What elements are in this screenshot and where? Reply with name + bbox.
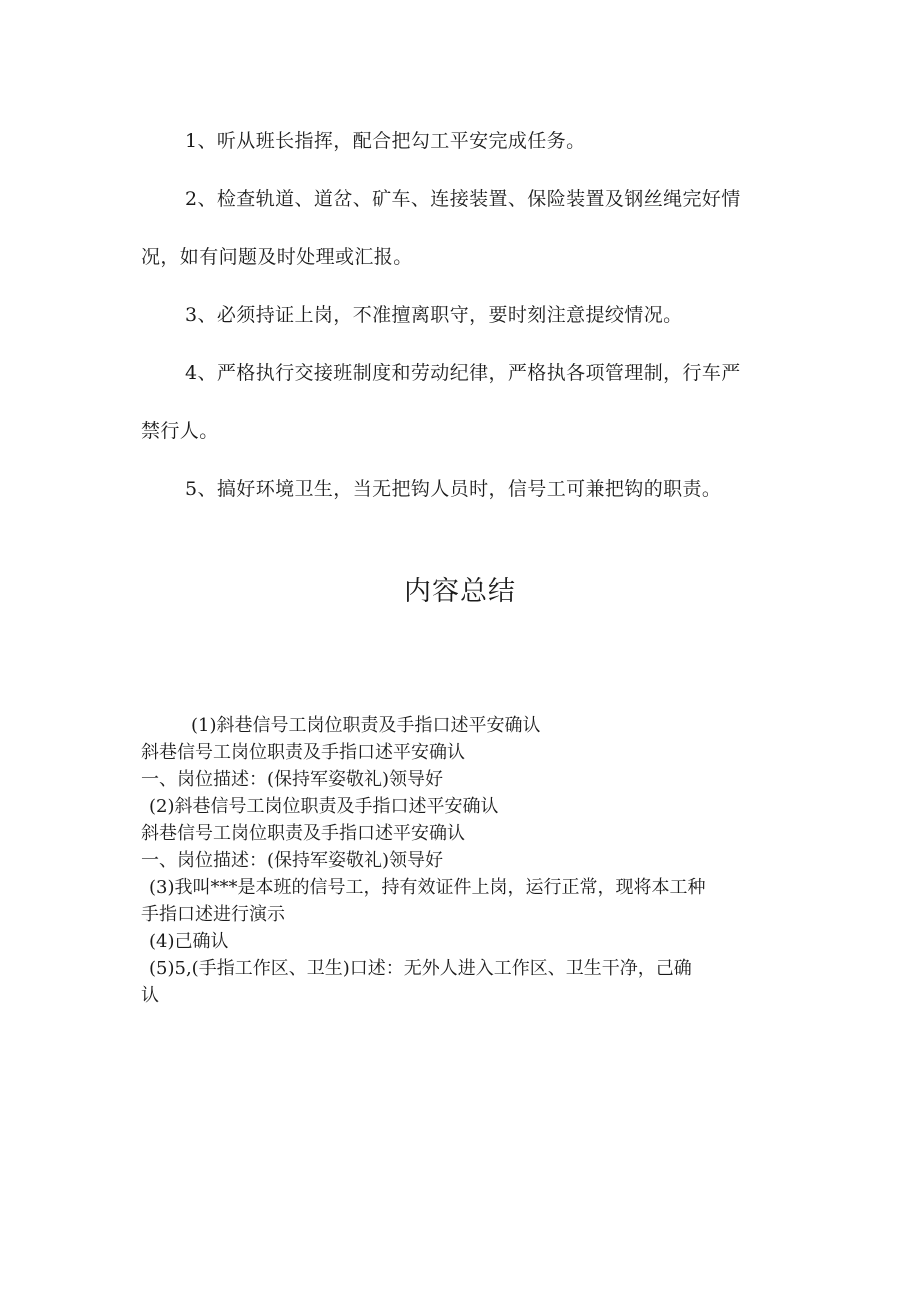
summary-line-10: (5)5,(手指工作区、卫生)口述：无外人进入工作区、卫生干净，己确 bbox=[149, 958, 692, 979]
duty-item-2-cont bbox=[141, 228, 761, 286]
duty-item-4 bbox=[141, 344, 761, 402]
duty-1-line-1: 1、听从班长指挥，配合把勾工平安完成任务。 bbox=[185, 130, 586, 152]
summary-block bbox=[141, 712, 781, 1009]
duty-list bbox=[141, 112, 761, 518]
summary-line-11: 认 bbox=[141, 985, 159, 1006]
summary-line-8: 手指口述进行演示 bbox=[141, 904, 285, 925]
duty-2-line-1: 2、检查轨道、道岔、矿车、连接装置、保险装置及钢丝绳完好情 bbox=[185, 188, 741, 210]
duty-5-line-1: 5、搞好环境卫生，当无把钩人员时，信号工可兼把钩的职责。 bbox=[185, 478, 722, 500]
duty-2-line-2: 况，如有问题及时处理或汇报。 bbox=[141, 246, 413, 268]
duty-item-2 bbox=[141, 170, 761, 228]
duty-item-1 bbox=[141, 112, 761, 170]
duty-4-line-1: 4、严格执行交接班制度和劳动纪律，严格执各项管理制，行车严 bbox=[185, 362, 741, 384]
duty-item-4-cont bbox=[141, 402, 761, 460]
duty-3-line-1: 3、必须持证上岗，不准擅离职守，要时刻注意提绞情况。 bbox=[185, 304, 683, 326]
duty-item-3 bbox=[141, 286, 761, 344]
summary-line-7: (3)我叫***是本班的信号工，持有效证件上岗，运行正常，现将本工种 bbox=[149, 877, 706, 898]
summary-line-1: (1)斜巷信号工岗位职责及手指口述平安确认 bbox=[191, 715, 541, 736]
summary-line-4: (2)斜巷信号工岗位职责及手指口述平安确认 bbox=[149, 796, 499, 817]
duty-item-5 bbox=[141, 460, 761, 518]
duty-4-line-2: 禁行人。 bbox=[141, 420, 219, 442]
summary-line-9: (4)己确认 bbox=[149, 931, 229, 952]
summary-line-5: 斜巷信号工岗位职责及手指口述平安确认 bbox=[141, 823, 465, 844]
summary-line-2: 斜巷信号工岗位职责及手指口述平安确认 bbox=[141, 742, 465, 763]
summary-line-6: 一、岗位描述：(保持军姿敬礼)领导好 bbox=[141, 850, 444, 871]
summary-line-3: 一、岗位描述：(保持军姿敬礼)领导好 bbox=[141, 769, 444, 790]
summary-title: 内容总结 bbox=[404, 576, 516, 607]
